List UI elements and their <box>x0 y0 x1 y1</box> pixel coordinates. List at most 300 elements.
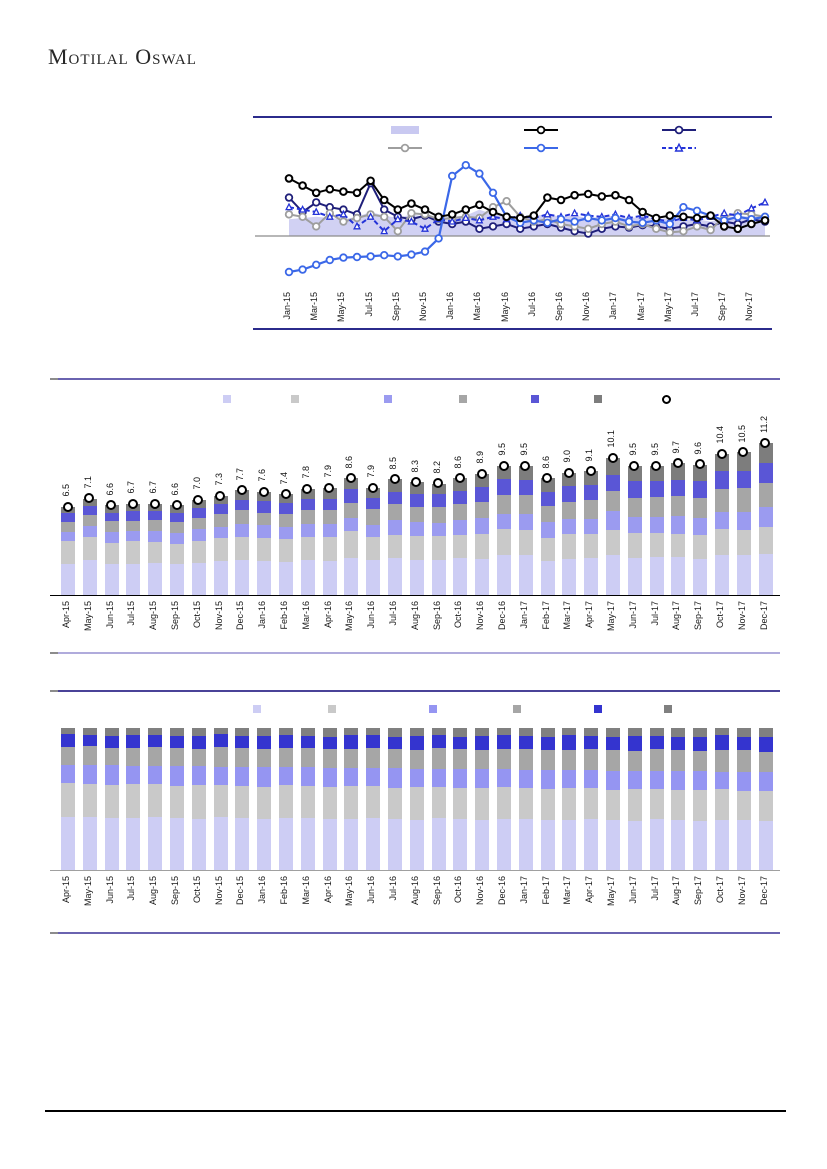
bar-total-marker <box>368 483 378 493</box>
bar-segment-seg-gray <box>257 513 271 525</box>
bar-segment-seg-periwinkle <box>279 527 293 538</box>
top-chart-x-tick-label: May-15 <box>336 292 347 323</box>
bar-segment-seg-indigo <box>671 480 685 496</box>
bar-x-tick-label: Jul-17 <box>649 601 660 626</box>
stacked-bar <box>432 728 446 870</box>
bar-segment-seg-periwinkle <box>344 518 358 532</box>
bar-segment-seg-periwinkle <box>235 767 249 787</box>
stacked-bar <box>628 466 642 595</box>
bar-segment-seg-gray <box>235 510 249 524</box>
bar-segment-seg-periwinkle <box>366 768 380 786</box>
bar-segment-seg-lavender <box>628 558 642 595</box>
bar-total-marker <box>608 453 618 463</box>
bar-x-tick-label: Nov-16 <box>475 876 486 906</box>
series-black-marker <box>707 212 714 219</box>
bar-segment-seg-gray <box>584 500 598 519</box>
series-black-marker <box>340 188 347 195</box>
bar-total-label: 8.6 <box>453 455 464 469</box>
bar-segment-seg-lightgray <box>562 788 576 820</box>
bar-segment-seg-lightgray <box>584 788 598 818</box>
bar-x-tick-label: Jun-17 <box>627 601 638 629</box>
bar-segment-seg-lavender <box>83 817 97 870</box>
series-blue-marker <box>694 208 701 215</box>
bar-segment-seg-periwinkle <box>214 767 228 785</box>
bar-segment-seg-gray <box>475 750 489 769</box>
bar-segment-seg-darkgray <box>257 728 271 736</box>
series-black-marker <box>313 190 320 197</box>
bar-segment-seg-lightgray <box>497 529 511 556</box>
stacked-bar <box>61 507 75 595</box>
bar-segment-seg-lightgray <box>279 539 293 562</box>
bar-segment-seg-indigo <box>192 508 206 518</box>
bar-segment-seg-gray <box>105 748 119 765</box>
stacked-bar <box>344 728 358 870</box>
top-chart-x-axis <box>253 290 772 328</box>
bar-segment-seg-gray <box>759 483 773 506</box>
series-blue-marker <box>313 262 320 269</box>
bar-segment-seg-periwinkle <box>519 514 533 530</box>
series-navy-marker <box>381 206 388 213</box>
bar-segment-seg-lightgray <box>715 789 729 820</box>
bar-segment-seg-gray <box>323 510 337 524</box>
bar-segment-seg-blue <box>432 735 446 748</box>
top-chart-plot <box>253 156 772 288</box>
bar-segment-seg-periwinkle <box>671 771 685 790</box>
bar-total-label: 7.3 <box>213 473 224 486</box>
bar-segment-seg-darkgray <box>432 728 446 735</box>
bar-segment-seg-lightgray <box>453 535 467 558</box>
stacked-bar <box>453 478 467 595</box>
stacked-bar <box>432 483 446 595</box>
bar-total-label: 10.4 <box>715 426 725 444</box>
bar-segment-seg-darkgray <box>235 728 249 736</box>
series-blue-marker <box>599 217 606 224</box>
bar-segment-seg-lightgray <box>759 791 773 821</box>
bar-segment-seg-gray <box>606 491 620 511</box>
bar-segment-seg-periwinkle <box>170 766 184 786</box>
bar-segment-seg-periwinkle <box>301 524 315 537</box>
bar-segment-seg-periwinkle <box>453 769 467 788</box>
bar-segment-seg-lightgray <box>105 785 119 818</box>
bar-segment-seg-periwinkle <box>453 520 467 535</box>
series-black-marker <box>626 197 633 204</box>
stacked-bar <box>562 473 576 595</box>
bar-segment-seg-lightgray <box>715 529 729 555</box>
bar-total-marker <box>150 499 160 509</box>
stacked-bar-block <box>50 378 780 656</box>
bar-segment-seg-lightgray <box>519 530 533 555</box>
bar-segment-seg-periwinkle <box>388 768 402 788</box>
bar-segment-seg-gray <box>192 518 206 529</box>
footer-rule <box>45 1110 786 1112</box>
bar-x-tick-label: Jan-17 <box>518 876 529 904</box>
bar-segment-seg-lavender <box>671 557 685 595</box>
bar-total-marker <box>477 469 487 479</box>
bar-x-tick-label: May-15 <box>82 601 93 632</box>
bar-segment-seg-blue <box>105 736 119 748</box>
bar-segment-seg-periwinkle <box>432 769 446 787</box>
bar-segment-seg-periwinkle <box>323 524 337 538</box>
bar-x-tick-label: Jun-15 <box>104 876 115 904</box>
bar-segment-seg-lavender <box>475 820 489 870</box>
bar-segment-seg-darkgray <box>126 728 140 735</box>
bar-total-marker <box>172 500 182 510</box>
bar-segment-seg-blue <box>606 737 620 750</box>
bar-segment-seg-gray <box>453 749 467 769</box>
bar-segment-seg-gray <box>432 748 446 768</box>
bar-segment-seg-blue <box>235 736 249 748</box>
stacked-bar <box>126 728 140 870</box>
bar-segment-seg-lavender <box>759 554 773 595</box>
series-gray-marker <box>707 227 714 234</box>
series-black-marker <box>653 215 660 222</box>
bar-segment-seg-lightgray <box>170 544 184 564</box>
bar-x-tick-label: Jan-17 <box>518 601 529 629</box>
bar-total-marker <box>346 473 356 483</box>
stacked-bar <box>388 479 402 595</box>
top-line-chart-svg <box>253 156 772 288</box>
bar-segment-seg-blue <box>759 737 773 751</box>
stacked-bar <box>279 728 293 870</box>
bar-segment-seg-darkgray <box>497 728 511 735</box>
bar-segment-seg-periwinkle <box>61 532 75 542</box>
stacked-bar <box>105 505 119 595</box>
bar-segment-seg-periwinkle <box>475 769 489 788</box>
series-navy-marker <box>313 199 320 206</box>
series-black-marker <box>449 211 456 218</box>
bar-segment-seg-lavender <box>366 818 380 870</box>
bar-segment-seg-indigo <box>257 501 271 512</box>
bar-segment-seg-lightgray <box>671 790 685 819</box>
bar-segment-seg-darkgray <box>410 728 424 736</box>
bar-segment-seg-gray <box>737 750 751 772</box>
bar-segment-seg-gray <box>61 522 75 532</box>
stacked-bar <box>192 728 206 870</box>
stacked-bar <box>235 728 249 870</box>
bar-total-marker <box>455 473 465 483</box>
bar-segment-seg-lavender <box>61 564 75 595</box>
mid-chart-x-axis <box>50 599 780 647</box>
series-black-marker <box>544 194 551 201</box>
bar-segment-seg-lightgray <box>192 541 206 564</box>
series-blue-marker <box>558 216 565 223</box>
stacked-bar <box>344 478 358 595</box>
bar-segment-seg-lavender <box>257 561 271 595</box>
stacked-bar <box>737 452 751 595</box>
bot-chart-bottom-rule-tick <box>50 932 58 934</box>
bar-segment-seg-indigo <box>628 481 642 498</box>
bar-segment-seg-lavender <box>650 819 664 870</box>
series-black-marker <box>748 221 755 228</box>
bar-segment-seg-lightgray <box>214 538 228 561</box>
bar-segment-seg-indigo <box>584 485 598 500</box>
bar-segment-seg-gray <box>279 514 293 527</box>
series-gray-marker <box>408 210 415 217</box>
bar-total-marker <box>760 438 770 448</box>
bar-segment-seg-lavender <box>344 819 358 870</box>
series-black-marker <box>299 182 306 189</box>
bar-segment-seg-lightgray <box>475 788 489 820</box>
bar-segment-seg-gray <box>519 495 533 514</box>
bar-segment-seg-gray <box>214 747 228 766</box>
bar-segment-seg-lavender <box>61 817 75 870</box>
bar-segment-seg-lightgray <box>126 784 140 818</box>
bar-segment-seg-periwinkle <box>148 531 162 541</box>
series-blue-marker <box>476 170 483 177</box>
bar-segment-seg-blue <box>737 737 751 750</box>
bar-segment-seg-lightgray <box>257 538 271 562</box>
bar-x-tick-label: Aug-17 <box>671 876 682 906</box>
bar-x-tick-label: Aug-15 <box>148 601 159 631</box>
bar-segment-seg-gray <box>410 750 424 769</box>
bar-segment-seg-lavender <box>606 820 620 870</box>
bar-x-tick-label: Feb-17 <box>540 601 551 630</box>
bar-segment-seg-gray <box>61 747 75 765</box>
bar-segment-seg-blue <box>519 736 533 749</box>
bar-total-marker <box>564 468 574 478</box>
bar-segment-seg-indigo <box>562 486 576 502</box>
bar-segment-seg-lavender <box>541 561 555 595</box>
series-blue-marker <box>639 220 646 227</box>
bar-segment-seg-blue <box>279 735 293 748</box>
bar-x-tick-label: Jun-15 <box>104 601 115 629</box>
bar-segment-seg-indigo <box>105 513 119 521</box>
bar-segment-seg-lavender <box>279 562 293 595</box>
bar-segment-seg-periwinkle <box>584 770 598 788</box>
bar-segment-seg-lavender <box>475 559 489 595</box>
top-chart-x-tick-label: Sep-16 <box>554 292 564 322</box>
top-chart-x-tick-label: Nov-16 <box>581 292 592 322</box>
bar-segment-seg-lightgray <box>257 787 271 820</box>
bar-segment-seg-gray <box>366 748 380 768</box>
stacked-bar <box>715 728 729 870</box>
bar-segment-seg-gray <box>301 748 315 768</box>
series-blue-marker <box>612 215 619 222</box>
bar-segment-seg-gray <box>693 498 707 517</box>
bar-segment-seg-blue <box>344 735 358 749</box>
stacked-bar <box>83 498 97 595</box>
bar-segment-seg-indigo <box>541 492 555 506</box>
bar-segment-seg-indigo <box>83 506 97 515</box>
bar-x-tick-label: Dec-15 <box>235 876 246 906</box>
bar-x-tick-label: Jan-16 <box>257 876 268 904</box>
bar-total-label: 8.5 <box>388 456 398 470</box>
bar-segment-seg-indigo <box>650 481 664 497</box>
bar-segment-seg-periwinkle <box>323 768 337 788</box>
series-black-marker <box>680 214 687 221</box>
legend-item-series-blue <box>523 142 563 154</box>
series-blue-marker <box>408 251 415 258</box>
bar-segment-seg-lightgray <box>344 786 358 819</box>
bar-segment-seg-indigo <box>344 489 358 503</box>
stacked-bar <box>759 728 773 870</box>
bar-x-tick-label: May-16 <box>344 876 355 907</box>
bar-segment-seg-gray <box>475 502 489 518</box>
bar-segment-seg-gray <box>519 749 533 770</box>
bar-total-label: 6.6 <box>170 482 180 496</box>
bar-segment-seg-lightgray <box>759 527 773 554</box>
stacked-bar <box>61 728 75 870</box>
bar-segment-seg-lightgray <box>170 786 184 818</box>
bar-segment-seg-gray <box>671 750 685 771</box>
bar-segment-seg-blue <box>388 737 402 749</box>
bar-segment-seg-lightgray <box>453 788 467 818</box>
bar-x-tick-label: Sep-17 <box>693 876 704 906</box>
bar-segment-seg-periwinkle <box>628 517 642 533</box>
bar-segment-seg-indigo <box>388 492 402 504</box>
bar-segment-seg-blue <box>584 736 598 749</box>
series-black-marker <box>531 212 538 219</box>
bar-x-tick-label: Aug-17 <box>671 601 682 631</box>
bar-segment-seg-darkgray <box>388 728 402 737</box>
series-blue-marker <box>395 253 402 260</box>
bar-segment-seg-gray <box>628 498 642 517</box>
bar-segment-seg-lightgray <box>279 785 293 818</box>
series-black-marker <box>517 215 524 222</box>
stacked-bar <box>410 728 424 870</box>
bar-x-tick-label: Jun-16 <box>366 876 377 904</box>
series-gray-marker <box>381 214 388 221</box>
bar-segment-seg-lightgray <box>628 533 642 558</box>
bar-segment-seg-lightgray <box>214 785 228 818</box>
top-chart-x-tick-label: May-17 <box>662 292 673 323</box>
bar-segment-seg-lightgray <box>148 542 162 563</box>
series-black-marker <box>354 190 361 197</box>
series-blue-marker <box>667 221 674 228</box>
bar-x-tick-label: Apr-15 <box>61 876 71 904</box>
stacked-bar <box>475 728 489 870</box>
bar-segment-seg-darkgray <box>301 728 315 736</box>
bar-x-tick-label: Sep-17 <box>693 601 704 631</box>
stacked-bar <box>257 728 271 870</box>
bar-segment-seg-gray <box>105 521 119 531</box>
top-chart-bottom-rule <box>253 328 772 330</box>
bar-segment-seg-blue <box>475 736 489 750</box>
bar-segment-seg-lightgray <box>366 537 380 560</box>
bar-segment-seg-periwinkle <box>388 520 402 535</box>
bar-segment-seg-periwinkle <box>671 516 685 534</box>
bar-segment-seg-periwinkle <box>235 524 249 537</box>
series-royal-marker <box>545 211 551 217</box>
bar-segment-seg-periwinkle <box>497 514 511 529</box>
bar-segment-seg-gray <box>126 521 140 532</box>
bar-total-label: 9.5 <box>497 443 507 456</box>
bar-segment-seg-blue <box>453 737 467 749</box>
bar-segment-seg-periwinkle <box>432 523 446 536</box>
bar-segment-seg-gray <box>192 749 206 767</box>
bar-x-tick-label: Mar-17 <box>562 601 573 630</box>
mid-chart-plot <box>50 378 780 596</box>
bar-segment-seg-gray <box>344 503 358 518</box>
bar-total-label: 9.1 <box>584 448 595 462</box>
series-blue-marker <box>327 257 334 264</box>
bar-segment-seg-lavender <box>235 818 249 870</box>
bar-segment-seg-darkgray <box>628 728 642 736</box>
bar-segment-seg-indigo <box>235 500 249 510</box>
stacked-bar <box>475 474 489 595</box>
bar-segment-seg-darkgray <box>323 728 337 737</box>
bot-chart-x-axis <box>50 874 780 922</box>
series-black-marker <box>327 186 334 193</box>
bar-segment-seg-gray <box>388 504 402 520</box>
bar-segment-seg-lavender <box>170 818 184 870</box>
stacked-bar <box>628 728 642 870</box>
series-black-marker <box>612 192 619 199</box>
bar-x-tick-label: Nov-17 <box>736 876 747 906</box>
bar-x-tick-label: Aug-15 <box>148 876 159 906</box>
bar-segment-seg-periwinkle <box>715 772 729 790</box>
bar-segment-seg-lavender <box>432 818 446 870</box>
bar-segment-seg-lightgray <box>388 788 402 819</box>
series-blue-marker <box>735 214 742 221</box>
bar-x-tick-label: Jun-17 <box>627 876 638 904</box>
bar-segment-seg-gray <box>126 748 140 766</box>
bar-segment-seg-lightgray <box>432 787 446 819</box>
bar-segment-seg-gray <box>83 746 97 765</box>
bar-segment-seg-periwinkle <box>737 512 751 531</box>
bar-segment-seg-gray <box>344 749 358 768</box>
legend-swatch-series-royal-icon <box>661 142 697 154</box>
stacked-bar <box>235 490 249 595</box>
stacked-bar <box>214 728 228 870</box>
bar-segment-seg-darkgray <box>170 728 184 736</box>
bar-segment-seg-periwinkle <box>759 507 773 528</box>
bar-total-label: 6.5 <box>61 484 71 497</box>
bar-segment-seg-lavender <box>584 819 598 870</box>
bar-total-marker <box>717 449 727 459</box>
series-black-marker <box>694 215 701 222</box>
bar-x-tick-label: Oct-17 <box>715 876 725 904</box>
bar-segment-seg-lavender <box>562 820 576 870</box>
stacked-bar <box>257 492 271 595</box>
bar-segment-seg-lightgray <box>388 535 402 559</box>
series-gray-marker <box>585 226 592 233</box>
bar-segment-seg-gray <box>235 748 249 767</box>
bar-segment-seg-lavender <box>388 558 402 595</box>
brand-logo: Motilal Oswal <box>48 44 197 69</box>
stacked-bar <box>650 466 664 595</box>
bar-segment-seg-gray <box>693 751 707 771</box>
bar-segment-seg-periwinkle <box>214 527 228 538</box>
stacked-bar <box>105 728 119 870</box>
bar-segment-seg-lavender <box>148 563 162 595</box>
bar-x-tick-label: Dec-16 <box>497 601 507 631</box>
bar-segment-seg-indigo <box>366 498 380 510</box>
bar-total-marker <box>128 499 138 509</box>
top-chart-x-tick-label: Sep-15 <box>390 292 401 322</box>
bar-total-marker <box>586 466 596 476</box>
bar-segment-seg-periwinkle <box>170 533 184 544</box>
bar-x-tick-label: Sep-15 <box>170 876 180 906</box>
bar-total-label: 6.6 <box>104 482 115 496</box>
series-royal-marker <box>313 209 319 215</box>
top-chart-x-tick-label: Mar-15 <box>309 292 320 321</box>
bar-x-tick-label: Jul-16 <box>388 601 398 626</box>
series-gray-marker <box>286 211 293 218</box>
bar-total-label: 7.9 <box>322 465 333 478</box>
bar-segment-seg-periwinkle <box>650 517 664 533</box>
bar-x-tick-label: Sep-15 <box>170 601 180 631</box>
bar-segment-seg-lavender <box>519 555 533 595</box>
bar-segment-seg-periwinkle <box>562 519 576 534</box>
bar-segment-seg-gray <box>541 750 555 769</box>
bar-segment-seg-gray <box>366 509 380 524</box>
bar-segment-seg-lavender <box>497 555 511 595</box>
bar-x-tick-label: Mar-17 <box>562 876 573 905</box>
bar-segment-seg-gray <box>170 748 184 766</box>
bar-total-label: 8.6 <box>344 455 355 469</box>
bar-total-label: 8.3 <box>409 459 420 473</box>
